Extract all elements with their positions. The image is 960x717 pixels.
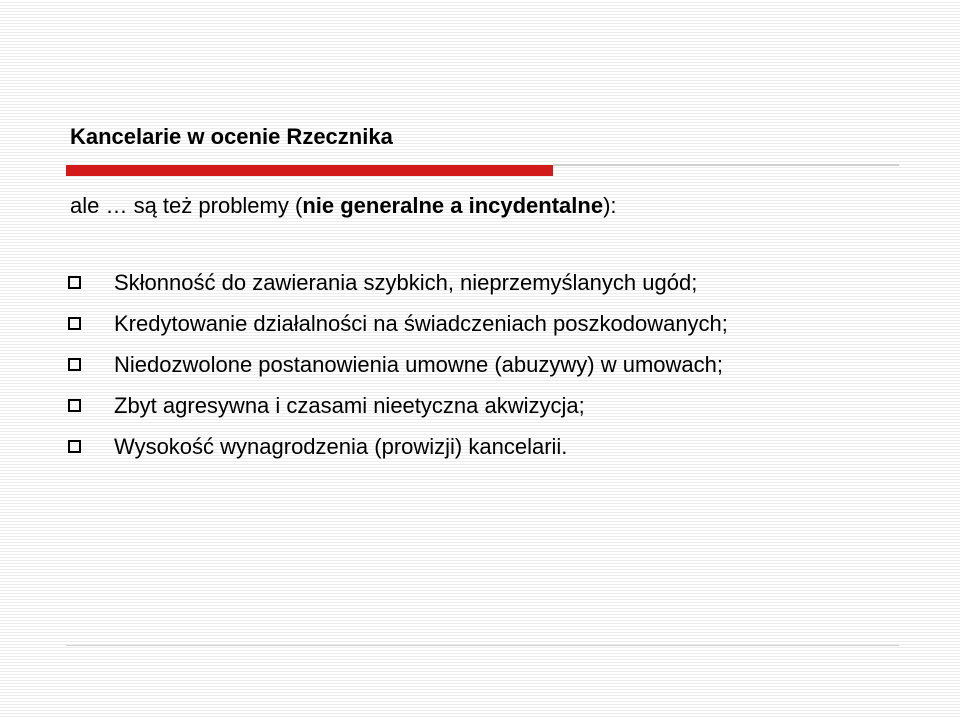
hollow-square-icon <box>68 399 81 412</box>
title-accent-bar <box>66 165 553 176</box>
bullet-item <box>68 385 728 426</box>
hollow-square-icon <box>68 317 81 330</box>
bullet-text: Zbyt agresywna i czasami nieetyczna akwizycja; <box>114 392 585 418</box>
subtitle-bold: nie generalne a incydentalne <box>302 193 604 218</box>
bullet-text: Niedozwolone postanowienia umowne (abuzywy) w umowach; <box>114 351 723 377</box>
bullet-text: Kredytowanie działalności na świadczeniach poszkodowanych; <box>114 310 728 336</box>
hollow-square-icon <box>68 358 81 371</box>
bullet-item <box>68 262 728 303</box>
subtitle-prefix: ale … są też problemy ( <box>70 193 303 218</box>
bullet-item <box>68 344 728 385</box>
subtitle-suffix: ): <box>603 193 617 218</box>
slide-title: Kancelarie w ocenie Rzecznika <box>70 124 393 149</box>
bullet-text: Skłonność do zawierania szybkich, nieprzemyślanych ugód; <box>114 269 698 295</box>
bullet-item <box>68 303 728 344</box>
footer-divider-line <box>66 645 899 646</box>
bullet-item <box>68 426 728 467</box>
slide-subtitle <box>70 193 617 219</box>
title-divider-line <box>553 164 899 166</box>
bullet-list <box>68 262 728 467</box>
hollow-square-icon <box>68 440 81 453</box>
bullet-text: Wysokość wynagrodzenia (prowizji) kancelarii. <box>114 433 568 459</box>
hollow-square-icon <box>68 276 81 289</box>
